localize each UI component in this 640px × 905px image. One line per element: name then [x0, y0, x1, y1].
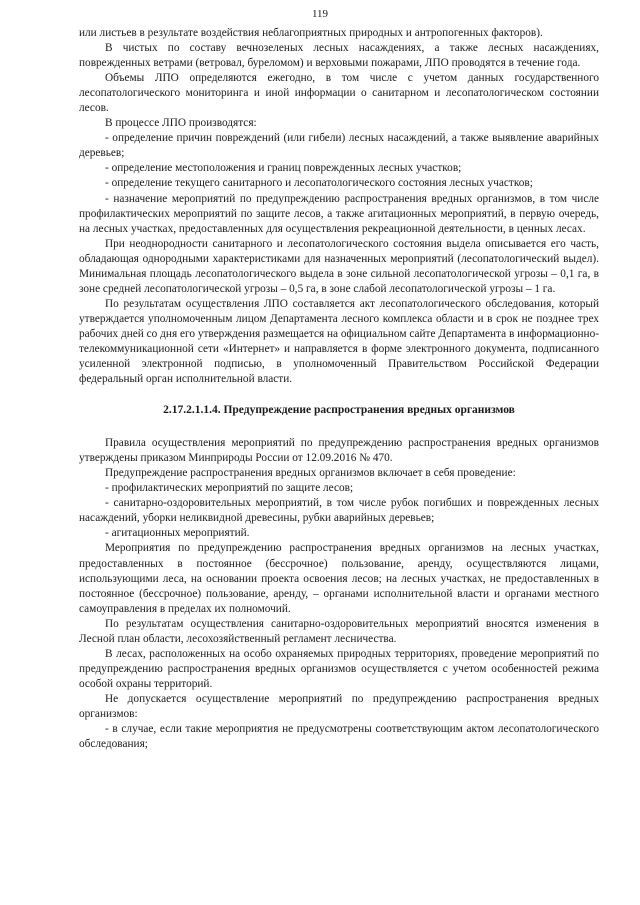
section-heading: 2.17.2.1.1.4. Предупреждение распространения вредных организмов	[163, 404, 515, 417]
paragraph: - определение текущего санитарного и лесопатологического состояния лесных участков;	[105, 177, 533, 190]
paragraph: - профилактических мероприятий по защите лесов;	[105, 482, 354, 495]
paragraph: Не допускается осуществление мероприятий по предупреждению распространения вредных организмов:	[79, 692, 599, 720]
paragraph: Объемы ЛПО определяются ежегодно, в том числе с учетом данных государственного лесопатологического мониторинга и иной информации о санитарном и лесопатологическом состоянии лесов.	[79, 72, 599, 115]
paragraph: По результатам осуществления ЛПО составляется акт лесопатологического обследования, который утверждается уполномоченным лицом Департамента лесного комплекса области и в срок не позднее трех рабочих дней со дня его утверждения размещается на официальном сайте Департамента в информационно-телекоммуникационной сети «Интернет» и направляется в форме электронного документа, подписанного усиленной электронной подписью, в уполномоченный Правительством Российской Федерации федеральный орган исполнительной власти.	[79, 297, 599, 386]
paragraph: В чистых по составу вечнозеленых лесных насаждениях, а также лесных насаждениях, поврежденных ветрами (ветровал, буреломом) и верховыми пожарами, ЛПО проводятся в течение года.	[79, 42, 599, 70]
paragraph: В лесах, расположенных на особо охраняемых природных территориях, проведение мероприятий по предупреждению распространения вредных организмов осуществляется с учетом особенностей режима особой охраны территорий.	[79, 647, 599, 690]
paragraph: - назначение мероприятий по предупреждению распространения вредных организмов, в том числе профилактических мероприятий по защите лесов, а также агитационных мероприятий, в первую очередь, на лесных участках, предоставленных для осуществления рекреационной деятельности, в ценных лесах.	[79, 192, 599, 235]
paragraph: - в случае, если такие мероприятия не предусмотрены соответствующим актом лесопатологического обследования;	[79, 723, 599, 751]
paragraph: В процессе ЛПО производятся:	[105, 117, 257, 130]
paragraph: Предупреждение распространения вредных организмов включает в себя проведение:	[105, 467, 516, 480]
paragraph: или листьев в результате воздействия неблагоприятных природных и антропогенных факторов).	[79, 27, 543, 39]
page-number: 119	[311, 8, 329, 20]
paragraph: Правила осуществления мероприятий по предупреждению распространения вредных организмов утверждены приказом Минприроды России от 12.09.2016 № 470.	[79, 437, 599, 465]
top-text-block	[79, 26, 599, 387]
paragraph: По результатам осуществления санитарно-оздоровительных мероприятий вносятся изменения в Лесной план области, лесохозяйственный регламент лесничества.	[79, 617, 599, 645]
paragraph: - определение местоположения и границ поврежденных лесных участков;	[105, 162, 462, 175]
paragraph: - определение причин повреждений (или гибели) лесных насаждений, а также выявление аварийных деревьев;	[79, 132, 599, 160]
paragraph: Мероприятия по предупреждению распространения вредных организмов на лесных участках, предоставленных в постоянное (бессрочное) пользование, аренду, осуществляются лицами, использующими леса, на основании проекта освоения лесов; на лесных участках, не предоставленных в постоянное (бессрочное) пользование, аренду, – органами исполнительной власти и органами местного самоуправления в пределах их полномочий.	[79, 542, 599, 615]
paragraph: При неоднородности санитарного и лесопатологического состояния выдела описывается его часть, обладающая однородными характеристиками для назначенных мероприятий (лесопатологический выдел). Минимальная площадь лесопатологического выдела в зоне сильной лесопатологической угрозы – 0,1 га, в зоне средней лесопатологической угрозы – 0,5 га, в зоне слабой лесопатологической угрозы – 1 га.	[79, 237, 599, 295]
page-body	[79, 26, 599, 752]
paragraph: - агитационных мероприятий.	[105, 527, 250, 540]
bottom-text-block	[79, 436, 599, 752]
paragraph: - санитарно-оздоровительных мероприятий, в том числе рубок погибших и поврежденных лесных насаждений, уборки неликвидной древесины, рубки аварийных деревьев;	[79, 497, 599, 525]
